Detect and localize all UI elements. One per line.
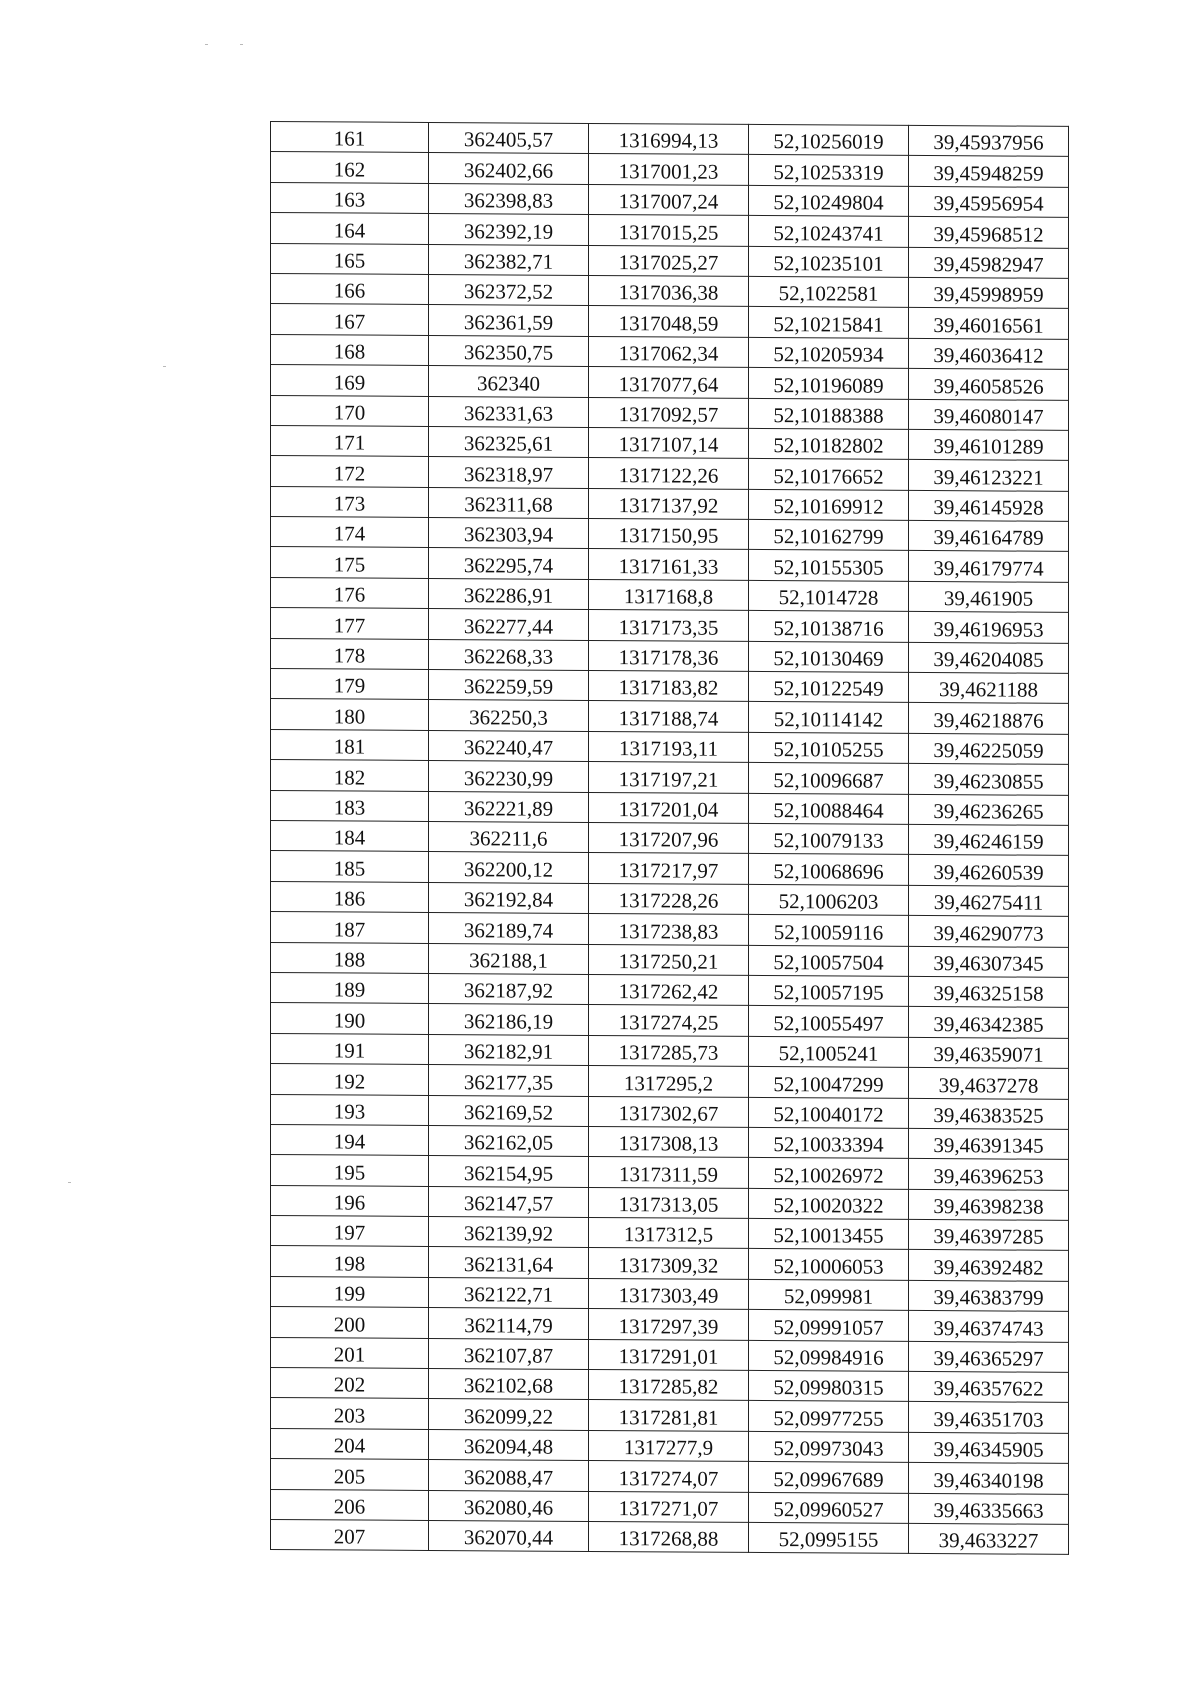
point-number-cell: 189 <box>271 972 429 1003</box>
x-coordinate-cell: 362102,68 <box>429 1368 589 1399</box>
scan-speck <box>205 44 208 45</box>
y-coordinate-cell: 1317274,25 <box>589 1005 749 1036</box>
y-coordinate-cell: 1317309,32 <box>589 1248 749 1279</box>
latitude-cell: 52,10079133 <box>749 823 909 854</box>
y-coordinate-cell: 1317092,57 <box>589 397 749 428</box>
x-coordinate-cell: 362259,59 <box>429 669 589 700</box>
x-coordinate-cell: 362177,35 <box>429 1065 589 1096</box>
point-number-cell: 181 <box>271 729 429 760</box>
table-row <box>271 334 1069 369</box>
latitude-cell: 52,10088464 <box>749 793 909 824</box>
longitude-cell: 39,45956954 <box>909 186 1069 217</box>
table-row <box>271 213 1069 248</box>
point-number-cell: 199 <box>271 1276 429 1307</box>
y-coordinate-cell: 1317312,5 <box>589 1218 749 1249</box>
y-coordinate-cell: 1317274,07 <box>589 1461 749 1492</box>
point-number-cell: 193 <box>271 1094 429 1125</box>
point-number-cell: 168 <box>271 334 429 365</box>
x-coordinate-cell: 362094,48 <box>429 1429 589 1460</box>
table-row <box>271 760 1069 795</box>
y-coordinate-cell: 1317077,64 <box>589 367 749 398</box>
x-coordinate-cell: 362382,71 <box>429 244 589 275</box>
longitude-cell: 39,45948259 <box>909 156 1069 187</box>
table-row <box>271 1276 1069 1311</box>
x-coordinate-cell: 362303,94 <box>429 518 589 549</box>
table-row <box>271 1094 1069 1129</box>
table-row <box>271 912 1069 947</box>
point-number-cell: 174 <box>271 517 429 548</box>
table-row <box>271 1185 1069 1220</box>
latitude-cell: 52,10122549 <box>749 671 909 702</box>
y-coordinate-cell: 1317150,95 <box>589 519 749 550</box>
x-coordinate-cell: 362392,19 <box>429 214 589 245</box>
latitude-cell: 52,10006053 <box>749 1249 909 1280</box>
x-coordinate-cell: 362188,1 <box>429 943 589 974</box>
table-row <box>271 273 1069 308</box>
longitude-cell: 39,46335663 <box>909 1493 1069 1524</box>
point-number-cell: 162 <box>271 152 429 183</box>
point-number-cell: 200 <box>271 1307 429 1338</box>
x-coordinate-cell: 362070,44 <box>429 1520 589 1551</box>
latitude-cell: 52,1022581 <box>749 276 909 307</box>
point-number-cell: 196 <box>271 1185 429 1216</box>
longitude-cell: 39,46365297 <box>909 1341 1069 1372</box>
table-row <box>271 638 1069 673</box>
latitude-cell: 52,09984916 <box>749 1340 909 1371</box>
x-coordinate-cell: 362286,91 <box>429 578 589 609</box>
latitude-cell: 52,10169912 <box>749 489 909 520</box>
longitude-cell: 39,46398238 <box>909 1189 1069 1220</box>
table-row <box>271 1216 1069 1251</box>
latitude-cell: 52,10047299 <box>749 1067 909 1098</box>
point-number-cell: 171 <box>271 425 429 456</box>
point-number-cell: 186 <box>271 881 429 912</box>
y-coordinate-cell: 1317015,25 <box>589 215 749 246</box>
x-coordinate-cell: 362189,74 <box>429 913 589 944</box>
longitude-cell: 39,46058526 <box>909 369 1069 400</box>
point-number-cell: 185 <box>271 851 429 882</box>
point-number-cell: 194 <box>271 1124 429 1155</box>
latitude-cell: 52,10162799 <box>749 520 909 551</box>
y-coordinate-cell: 1316994,13 <box>589 123 749 154</box>
point-number-cell: 163 <box>271 182 429 213</box>
y-coordinate-cell: 1317302,67 <box>589 1096 749 1127</box>
table-row <box>271 395 1069 430</box>
table-row <box>271 1155 1069 1190</box>
point-number-cell: 202 <box>271 1368 429 1399</box>
coordinates-table-body <box>271 122 1069 1555</box>
point-number-cell: 188 <box>271 942 429 973</box>
point-number-cell: 165 <box>271 243 429 274</box>
point-number-cell: 206 <box>271 1489 429 1520</box>
latitude-cell: 52,10249804 <box>749 185 909 216</box>
x-coordinate-cell: 362182,91 <box>429 1034 589 1065</box>
longitude-cell: 39,46036412 <box>909 338 1069 369</box>
longitude-cell: 39,45937956 <box>909 125 1069 156</box>
longitude-cell: 39,46307345 <box>909 946 1069 977</box>
table-row <box>271 942 1069 977</box>
table-row <box>271 1459 1069 1494</box>
longitude-cell: 39,45968512 <box>909 217 1069 248</box>
x-coordinate-cell: 362398,83 <box>429 183 589 214</box>
latitude-cell: 52,1006203 <box>749 884 909 915</box>
latitude-cell: 52,10033394 <box>749 1127 909 1158</box>
point-number-cell: 207 <box>271 1519 429 1550</box>
longitude-cell: 39,46016561 <box>909 308 1069 339</box>
latitude-cell: 52,10155305 <box>749 550 909 581</box>
point-number-cell: 176 <box>271 577 429 608</box>
y-coordinate-cell: 1317285,82 <box>589 1369 749 1400</box>
point-number-cell: 166 <box>271 273 429 304</box>
x-coordinate-cell: 362192,84 <box>429 882 589 913</box>
longitude-cell: 39,46123221 <box>909 460 1069 491</box>
latitude-cell: 52,10205934 <box>749 337 909 368</box>
x-coordinate-cell: 362221,89 <box>429 791 589 822</box>
x-coordinate-cell: 362200,12 <box>429 852 589 883</box>
longitude-cell: 39,46290773 <box>909 916 1069 947</box>
point-number-cell: 169 <box>271 365 429 396</box>
x-coordinate-cell: 362295,74 <box>429 548 589 579</box>
latitude-cell: 52,09991057 <box>749 1310 909 1341</box>
point-number-cell: 198 <box>271 1246 429 1277</box>
longitude-cell: 39,45998959 <box>909 277 1069 308</box>
x-coordinate-cell: 362154,95 <box>429 1156 589 1187</box>
x-coordinate-cell: 362139,92 <box>429 1217 589 1248</box>
table-row <box>271 1064 1069 1099</box>
table-row <box>271 425 1069 460</box>
x-coordinate-cell: 362311,68 <box>429 487 589 518</box>
longitude-cell: 39,46340198 <box>909 1463 1069 1494</box>
latitude-cell: 52,10188388 <box>749 398 909 429</box>
y-coordinate-cell: 1317262,42 <box>589 974 749 1005</box>
table-row <box>271 972 1069 1007</box>
latitude-cell: 52,09980315 <box>749 1370 909 1401</box>
longitude-cell: 39,46392482 <box>909 1250 1069 1281</box>
table-row <box>271 1489 1069 1524</box>
point-number-cell: 172 <box>271 456 429 487</box>
latitude-cell: 52,10176652 <box>749 459 909 490</box>
latitude-cell: 52,10215841 <box>749 307 909 338</box>
latitude-cell: 52,10057504 <box>749 945 909 976</box>
table-row <box>271 577 1069 612</box>
table-row <box>271 243 1069 278</box>
longitude-cell: 39,46101289 <box>909 429 1069 460</box>
y-coordinate-cell: 1317025,27 <box>589 245 749 276</box>
x-coordinate-cell: 362186,19 <box>429 1004 589 1035</box>
longitude-cell: 39,46357622 <box>909 1371 1069 1402</box>
longitude-cell: 39,46204085 <box>909 642 1069 673</box>
longitude-cell: 39,46391345 <box>909 1128 1069 1159</box>
latitude-cell: 52,09977255 <box>749 1401 909 1432</box>
y-coordinate-cell: 1317062,34 <box>589 336 749 367</box>
x-coordinate-cell: 362340 <box>429 366 589 397</box>
longitude-cell: 39,46325158 <box>909 976 1069 1007</box>
table-row <box>271 1003 1069 1038</box>
latitude-cell: 52,09960527 <box>749 1492 909 1523</box>
y-coordinate-cell: 1317007,24 <box>589 184 749 215</box>
table-row <box>271 1368 1069 1403</box>
longitude-cell: 39,46351703 <box>909 1402 1069 1433</box>
longitude-cell: 39,46225059 <box>909 733 1069 764</box>
x-coordinate-cell: 362230,99 <box>429 761 589 792</box>
latitude-cell: 52,10057195 <box>749 975 909 1006</box>
latitude-cell: 52,10138716 <box>749 611 909 642</box>
point-number-cell: 205 <box>271 1459 429 1490</box>
y-coordinate-cell: 1317178,36 <box>589 640 749 671</box>
table-row <box>271 881 1069 916</box>
y-coordinate-cell: 1317303,49 <box>589 1278 749 1309</box>
table-row <box>271 1307 1069 1342</box>
point-number-cell: 161 <box>271 122 429 153</box>
table-row <box>271 608 1069 643</box>
point-number-cell: 191 <box>271 1033 429 1064</box>
table-row <box>271 699 1069 734</box>
latitude-cell: 52,10256019 <box>749 124 909 155</box>
y-coordinate-cell: 1317271,07 <box>589 1491 749 1522</box>
longitude-cell: 39,461905 <box>909 581 1069 612</box>
latitude-cell: 52,10055497 <box>749 1006 909 1037</box>
table-row <box>271 1428 1069 1463</box>
point-number-cell: 179 <box>271 669 429 700</box>
x-coordinate-cell: 362372,52 <box>429 274 589 305</box>
table-row <box>271 669 1069 704</box>
y-coordinate-cell: 1317295,2 <box>589 1066 749 1097</box>
table-row <box>271 790 1069 825</box>
longitude-cell: 39,46246159 <box>909 824 1069 855</box>
y-coordinate-cell: 1317001,23 <box>589 154 749 185</box>
longitude-cell: 39,46383525 <box>909 1098 1069 1129</box>
table-row <box>271 152 1069 187</box>
point-number-cell: 177 <box>271 608 429 639</box>
table-row <box>271 1519 1069 1554</box>
point-number-cell: 204 <box>271 1428 429 1459</box>
point-number-cell: 203 <box>271 1398 429 1429</box>
x-coordinate-cell: 362162,05 <box>429 1125 589 1156</box>
table-row <box>271 820 1069 855</box>
table-row <box>271 547 1069 582</box>
y-coordinate-cell: 1317228,26 <box>589 883 749 914</box>
longitude-cell: 39,46397285 <box>909 1219 1069 1250</box>
x-coordinate-cell: 362361,59 <box>429 305 589 336</box>
table-row <box>271 122 1069 157</box>
latitude-cell: 52,09973043 <box>749 1431 909 1462</box>
latitude-cell: 52,09967689 <box>749 1462 909 1493</box>
latitude-cell: 52,10114142 <box>749 702 909 733</box>
x-coordinate-cell: 362402,66 <box>429 153 589 184</box>
longitude-cell: 39,46236265 <box>909 794 1069 825</box>
x-coordinate-cell: 362131,64 <box>429 1247 589 1278</box>
table-row <box>271 365 1069 400</box>
y-coordinate-cell: 1317313,05 <box>589 1187 749 1218</box>
longitude-cell: 39,46230855 <box>909 764 1069 795</box>
longitude-cell: 39,4633227 <box>909 1523 1069 1554</box>
longitude-cell: 39,45982947 <box>909 247 1069 278</box>
point-number-cell: 178 <box>271 638 429 669</box>
x-coordinate-cell: 362350,75 <box>429 335 589 366</box>
table-row <box>271 182 1069 217</box>
x-coordinate-cell: 362187,92 <box>429 973 589 1004</box>
table-row <box>271 1246 1069 1281</box>
longitude-cell: 39,46179774 <box>909 551 1069 582</box>
y-coordinate-cell: 1317311,59 <box>589 1157 749 1188</box>
longitude-cell: 39,46342385 <box>909 1007 1069 1038</box>
y-coordinate-cell: 1317048,59 <box>589 306 749 337</box>
y-coordinate-cell: 1317268,88 <box>589 1521 749 1552</box>
y-coordinate-cell: 1317291,01 <box>589 1339 749 1370</box>
point-number-cell: 167 <box>271 304 429 335</box>
latitude-cell: 52,10182802 <box>749 428 909 459</box>
x-coordinate-cell: 362318,97 <box>429 457 589 488</box>
point-number-cell: 175 <box>271 547 429 578</box>
x-coordinate-cell: 362211,6 <box>429 821 589 852</box>
longitude-cell: 39,46345905 <box>909 1432 1069 1463</box>
x-coordinate-cell: 362268,33 <box>429 639 589 670</box>
longitude-cell: 39,46145928 <box>909 490 1069 521</box>
latitude-cell: 52,10243741 <box>749 216 909 247</box>
table-row <box>271 456 1069 491</box>
latitude-cell: 52,10020322 <box>749 1188 909 1219</box>
point-number-cell: 170 <box>271 395 429 426</box>
latitude-cell: 52,10253319 <box>749 155 909 186</box>
latitude-cell: 52,10059116 <box>749 915 909 946</box>
y-coordinate-cell: 1317173,35 <box>589 610 749 641</box>
latitude-cell: 52,0995155 <box>749 1522 909 1553</box>
y-coordinate-cell: 1317308,13 <box>589 1126 749 1157</box>
latitude-cell: 52,10096687 <box>749 763 909 794</box>
point-number-cell: 197 <box>271 1216 429 1247</box>
x-coordinate-cell: 362240,47 <box>429 730 589 761</box>
point-number-cell: 190 <box>271 1003 429 1034</box>
x-coordinate-cell: 362250,3 <box>429 700 589 731</box>
y-coordinate-cell: 1317285,73 <box>589 1035 749 1066</box>
latitude-cell: 52,10196089 <box>749 368 909 399</box>
y-coordinate-cell: 1317188,74 <box>589 701 749 732</box>
x-coordinate-cell: 362107,87 <box>429 1338 589 1369</box>
table-row <box>271 1337 1069 1372</box>
table-row <box>271 1124 1069 1159</box>
y-coordinate-cell: 1317107,14 <box>589 427 749 458</box>
y-coordinate-cell: 1317122,26 <box>589 458 749 489</box>
x-coordinate-cell: 362331,63 <box>429 396 589 427</box>
point-number-cell: 201 <box>271 1337 429 1368</box>
longitude-cell: 39,4621188 <box>909 672 1069 703</box>
x-coordinate-cell: 362147,57 <box>429 1186 589 1217</box>
x-coordinate-cell: 362405,57 <box>429 122 589 153</box>
longitude-cell: 39,46260539 <box>909 855 1069 886</box>
table-row <box>271 486 1069 521</box>
scan-speck <box>68 1182 71 1183</box>
point-number-cell: 173 <box>271 486 429 517</box>
longitude-cell: 39,46396253 <box>909 1159 1069 1190</box>
y-coordinate-cell: 1317297,39 <box>589 1309 749 1340</box>
y-coordinate-cell: 1317183,82 <box>589 670 749 701</box>
point-number-cell: 192 <box>271 1064 429 1095</box>
latitude-cell: 52,10068696 <box>749 854 909 885</box>
y-coordinate-cell: 1317201,04 <box>589 792 749 823</box>
y-coordinate-cell: 1317036,38 <box>589 275 749 306</box>
point-number-cell: 182 <box>271 760 429 791</box>
x-coordinate-cell: 362122,71 <box>429 1277 589 1308</box>
table-row <box>271 851 1069 886</box>
y-coordinate-cell: 1317207,96 <box>589 822 749 853</box>
point-number-cell: 187 <box>271 912 429 943</box>
y-coordinate-cell: 1317277,9 <box>589 1430 749 1461</box>
point-number-cell: 164 <box>271 213 429 244</box>
longitude-cell: 39,46359071 <box>909 1037 1069 1068</box>
x-coordinate-cell: 362325,61 <box>429 426 589 457</box>
y-coordinate-cell: 1317137,92 <box>589 488 749 519</box>
latitude-cell: 52,10040172 <box>749 1097 909 1128</box>
longitude-cell: 39,4637278 <box>909 1068 1069 1099</box>
x-coordinate-cell: 362277,44 <box>429 609 589 640</box>
y-coordinate-cell: 1317281,81 <box>589 1400 749 1431</box>
x-coordinate-cell: 362080,46 <box>429 1490 589 1521</box>
x-coordinate-cell: 362169,52 <box>429 1095 589 1126</box>
y-coordinate-cell: 1317197,21 <box>589 762 749 793</box>
longitude-cell: 39,46218876 <box>909 703 1069 734</box>
table-row <box>271 1398 1069 1433</box>
table-row <box>271 1033 1069 1068</box>
latitude-cell: 52,1014728 <box>749 580 909 611</box>
point-number-cell: 184 <box>271 820 429 851</box>
longitude-cell: 39,46080147 <box>909 399 1069 430</box>
y-coordinate-cell: 1317193,11 <box>589 731 749 762</box>
y-coordinate-cell: 1317168,8 <box>589 579 749 610</box>
scan-speck <box>163 366 166 367</box>
latitude-cell: 52,10235101 <box>749 246 909 277</box>
y-coordinate-cell: 1317217,97 <box>589 853 749 884</box>
point-number-cell: 180 <box>271 699 429 730</box>
latitude-cell: 52,10105255 <box>749 732 909 763</box>
point-number-cell: 195 <box>271 1155 429 1186</box>
point-number-cell: 183 <box>271 790 429 821</box>
x-coordinate-cell: 362114,79 <box>429 1308 589 1339</box>
table-row <box>271 304 1069 339</box>
latitude-cell: 52,1005241 <box>749 1036 909 1067</box>
longitude-cell: 39,46164789 <box>909 520 1069 551</box>
table-row <box>271 517 1069 552</box>
table-row <box>271 729 1069 764</box>
y-coordinate-cell: 1317161,33 <box>589 549 749 580</box>
y-coordinate-cell: 1317238,83 <box>589 914 749 945</box>
scan-speck <box>240 44 243 45</box>
x-coordinate-cell: 362088,47 <box>429 1460 589 1491</box>
latitude-cell: 52,10130469 <box>749 641 909 672</box>
coordinates-table <box>270 121 1069 1555</box>
longitude-cell: 39,46383799 <box>909 1280 1069 1311</box>
latitude-cell: 52,10013455 <box>749 1218 909 1249</box>
x-coordinate-cell: 362099,22 <box>429 1399 589 1430</box>
latitude-cell: 52,099981 <box>749 1279 909 1310</box>
longitude-cell: 39,46196953 <box>909 612 1069 643</box>
longitude-cell: 39,46374743 <box>909 1311 1069 1342</box>
longitude-cell: 39,46275411 <box>909 885 1069 916</box>
latitude-cell: 52,10026972 <box>749 1158 909 1189</box>
y-coordinate-cell: 1317250,21 <box>589 944 749 975</box>
